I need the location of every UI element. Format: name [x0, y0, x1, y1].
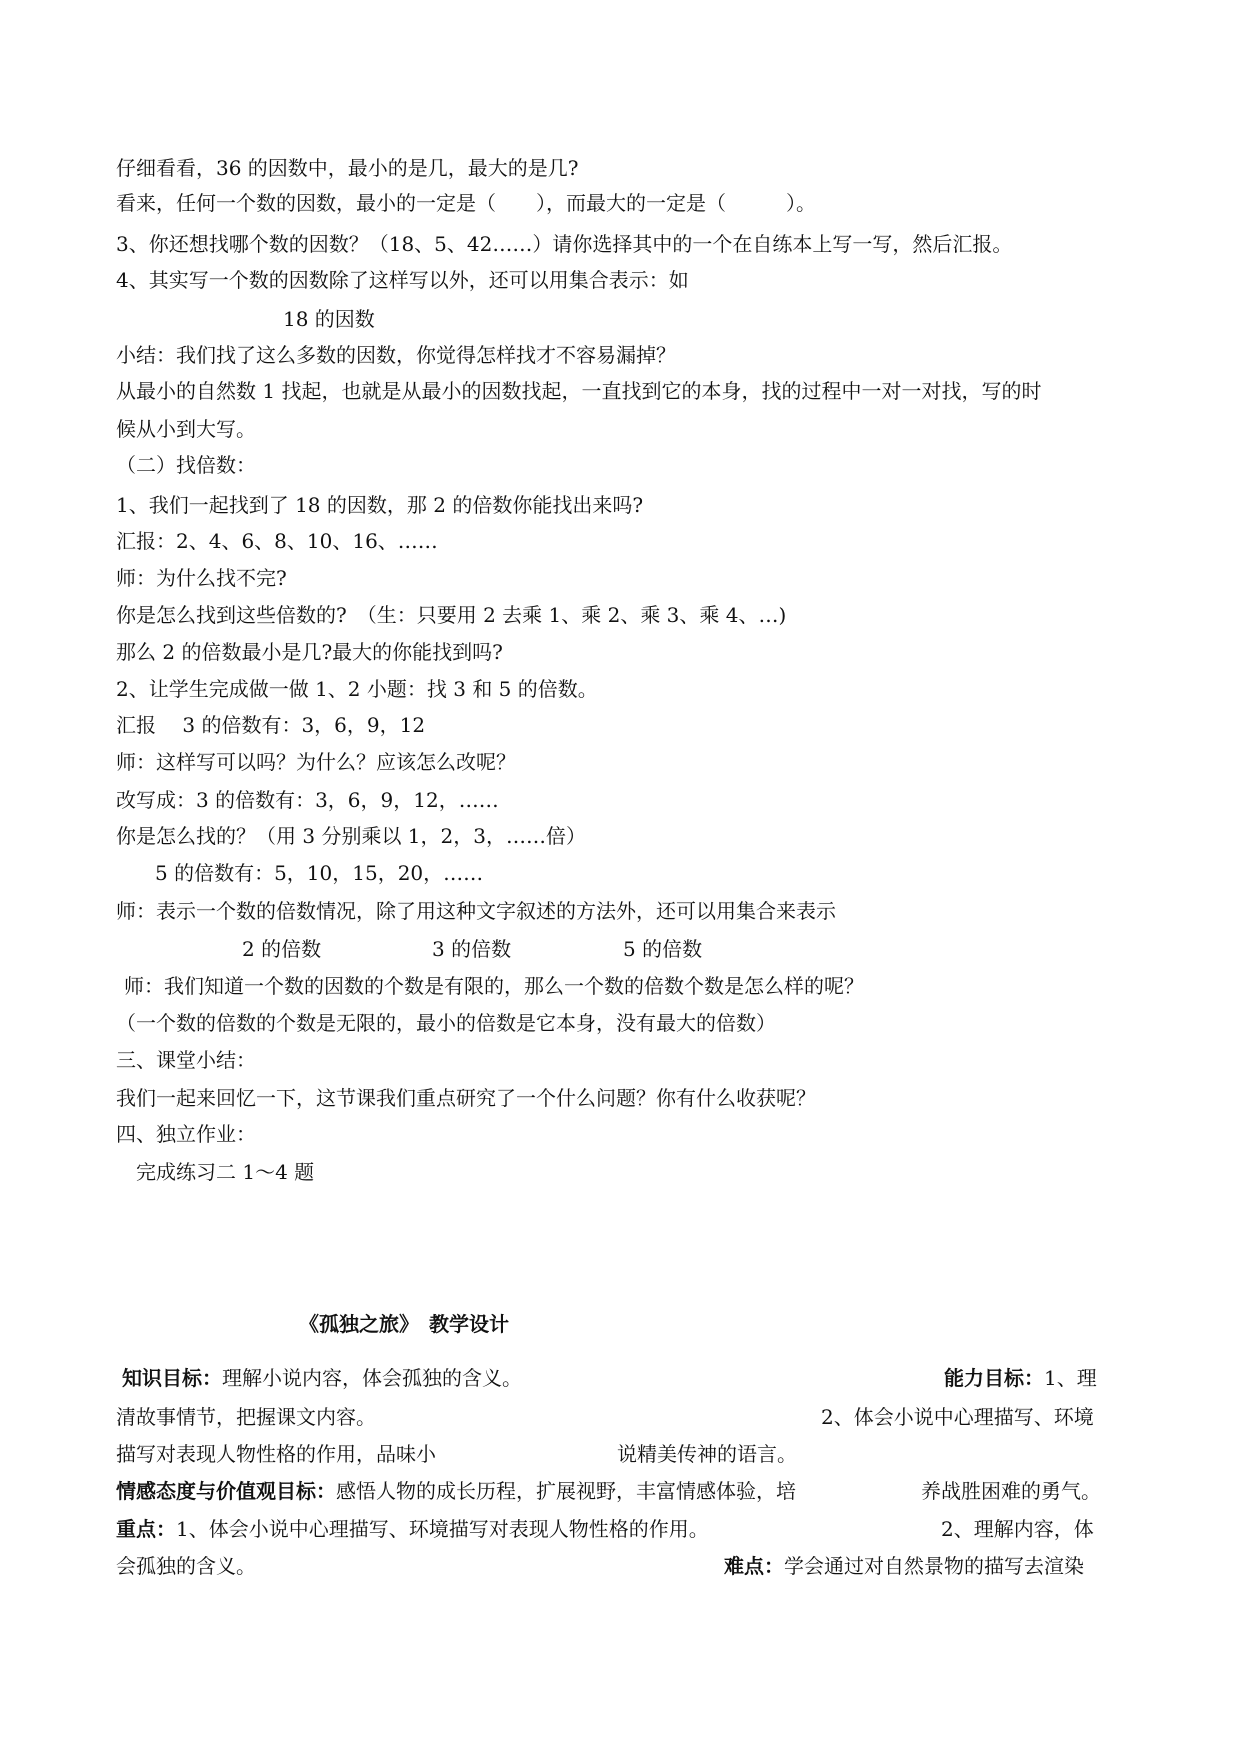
text-line: 清故事情节，把握课文内容。	[116, 1405, 376, 1429]
text-line: 那么 2 的倍数最小是几?最大的你能找到吗?	[116, 640, 503, 664]
knowledge-goal-text: 理解小说内容，体会孤独的含义。	[222, 1366, 522, 1390]
text-line: 完成练习二 1～4 题	[136, 1160, 315, 1184]
ability-goal-label: 能力目标：	[944, 1366, 1044, 1390]
text-line: 师：我们知道一个数的因数的个数是有限的，那么一个数的倍数个数是怎么样的呢？	[124, 974, 864, 998]
text-line: 2、让学生完成做一做 1、2 小题：找 3 和 5 的倍数。	[116, 677, 598, 701]
text-line: 你是怎么找的？（用 3 分别乘以 1，2，3，……倍）	[116, 824, 586, 848]
key-point	[116, 1516, 709, 1542]
key-point-text: 1、体会小说中心理描写、环境描写对表现人物性格的作用。	[176, 1517, 709, 1541]
difficult-point	[724, 1553, 1084, 1579]
text-line: 你是怎么找到这些倍数的? （生：只要用 2 去乘 1、乘 2、乘 3、乘 4、…)	[116, 603, 787, 627]
text-line: 候从小到大写。	[116, 417, 256, 441]
text-line: 养战胜困难的勇气。	[921, 1479, 1101, 1503]
text-line: 小结：我们找了这么多数的因数，你觉得怎样找才不容易漏掉？	[116, 343, 676, 367]
text-line: 2、理解内容，体	[941, 1517, 1094, 1541]
text-line: 5 的倍数有：5，10，15，20，……	[155, 861, 484, 885]
text-line: 汇报 3 的倍数有：3，6，9，12	[116, 713, 426, 737]
set-label-multiples-of-5: 5 的倍数	[623, 937, 703, 961]
text-line: 说精美传神的语言。	[617, 1442, 797, 1466]
emotion-goal	[116, 1478, 796, 1504]
section-heading: 三、课堂小结：	[116, 1048, 256, 1072]
key-point-label: 重点：	[116, 1517, 176, 1541]
section-heading: （二）找倍数：	[116, 453, 256, 477]
difficult-point-text: 学会通过对自然景物的描写去渲染	[784, 1554, 1084, 1578]
set-label-18-factors: 18 的因数	[283, 307, 375, 331]
emotion-goal-text: 感悟人物的成长历程，扩展视野，丰富情感体验，培	[336, 1479, 796, 1503]
text-line: 3、你还想找哪个数的因数？（18、5、42……）请你选择其中的一个在自练本上写一写，然后汇报。	[116, 232, 1013, 256]
text-line: 师：这样写可以吗？为什么？应该怎么改呢？	[116, 750, 516, 774]
difficult-point-label: 难点：	[724, 1554, 784, 1578]
text-line: 师：表示一个数的倍数情况，除了用这种文字叙述的方法外，还可以用集合来表示	[116, 899, 836, 923]
text-line: 从最小的自然数 1 找起，也就是从最小的因数找起，一直找到它的本身，找的过程中一对一对找，写的时	[116, 379, 1042, 403]
text-line: 汇报：2、4、6、8、10、16、……	[116, 529, 438, 553]
set-label-multiples-of-3: 3 的倍数	[432, 937, 512, 961]
text-line: 会孤独的含义。	[116, 1554, 256, 1578]
text-line: 师：为什么找不完?	[116, 566, 287, 590]
text-line: 仔细看看，36 的因数中，最小的是几，最大的是几?	[116, 156, 579, 180]
section-heading: 四、独立作业：	[116, 1122, 256, 1146]
document-title: 《孤独之旅》 教学设计	[299, 1312, 509, 1336]
text-line: 4、其实写一个数的因数除了这样写以外，还可以用集合表示：如	[116, 268, 689, 292]
ability-goal-text: 1、理	[1044, 1366, 1097, 1390]
text-line: （一个数的倍数的个数是无限的，最小的倍数是它本身，没有最大的倍数）	[116, 1011, 776, 1035]
ability-goal	[944, 1365, 1097, 1391]
text-line: 看来，任何一个数的因数，最小的一定是（ ），而最大的一定是（ ）。	[116, 191, 816, 215]
text-line: 我们一起来回忆一下，这节课我们重点研究了一个什么问题？你有什么收获呢？	[116, 1086, 816, 1110]
text-line: 2、体会小说中心理描写、环境	[821, 1405, 1094, 1429]
emotion-goal-label: 情感态度与价值观目标：	[116, 1479, 336, 1503]
text-line: 改写成：3 的倍数有：3，6，9，12，……	[116, 788, 499, 812]
text-line: 描写对表现人物性格的作用，品味小	[116, 1442, 436, 1466]
knowledge-goal-label: 知识目标：	[122, 1366, 222, 1390]
knowledge-goal	[122, 1365, 522, 1391]
set-label-multiples-of-2: 2 的倍数	[242, 937, 322, 961]
text-line: 1、我们一起找到了 18 的因数，那 2 的倍数你能找出来吗?	[116, 493, 644, 517]
